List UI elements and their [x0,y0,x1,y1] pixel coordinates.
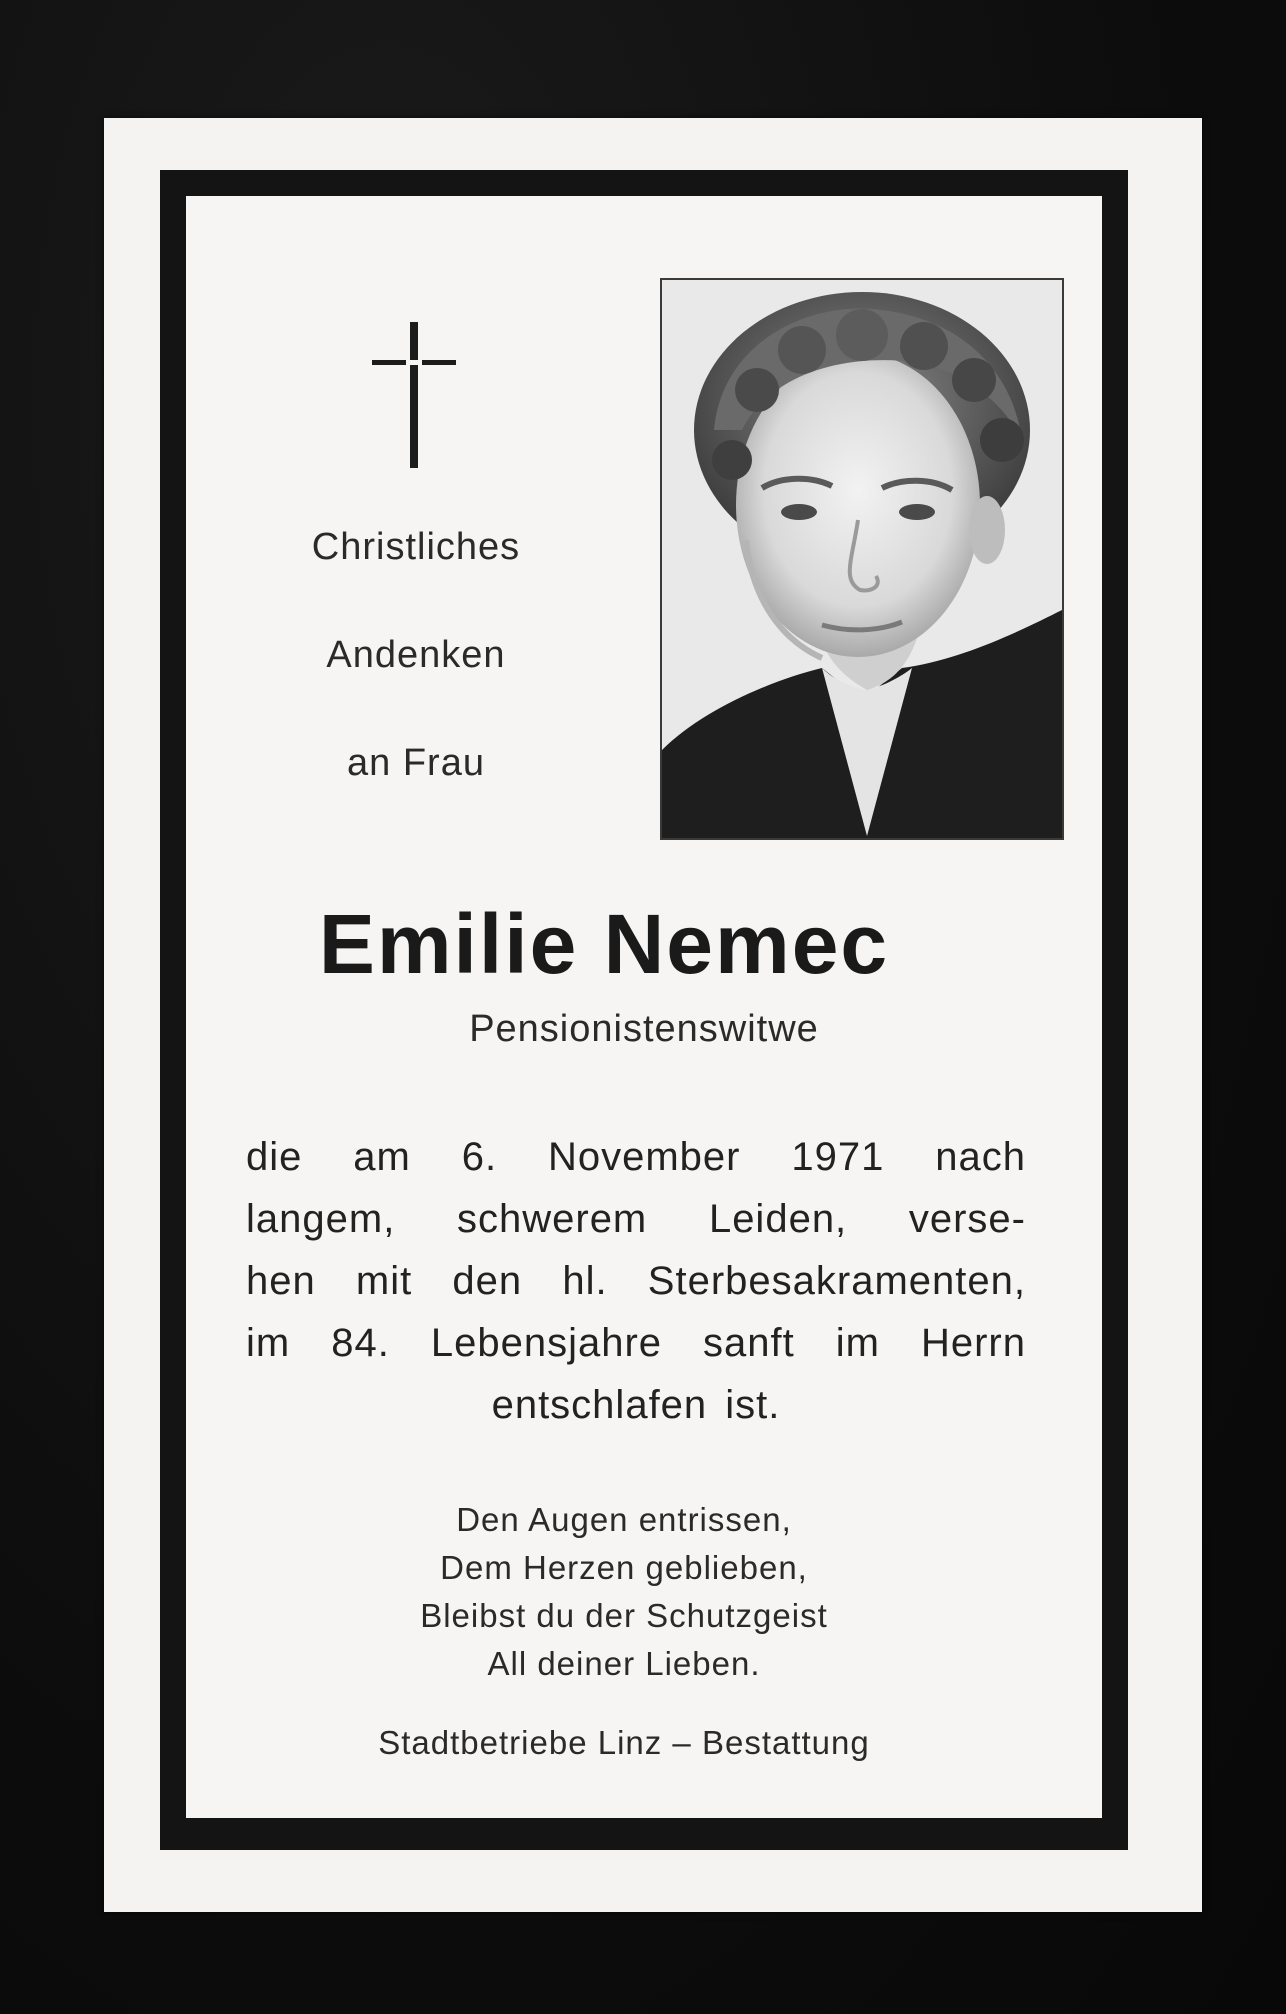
obituary-line: entschlafen ist. [491,1383,781,1427]
portrait-photo [660,278,1064,840]
obituary-line: langem, schwerem Leiden, verse- [246,1197,1026,1241]
memorial-card [104,118,1202,1912]
card-inner-panel [186,196,1102,1818]
obituary-line: die am 6. November 1971 nach [246,1135,1026,1179]
obituary-line: im 84. Lebensjahre sanft im Herrn [246,1321,1026,1365]
intro-line-3: an Frau [347,742,485,784]
memorial-poem [166,1496,1082,1688]
deceased-title: Pensionistenswitwe [469,1008,819,1050]
intro-line-2: Andenken [326,634,506,676]
obituary-text [246,1126,1026,1436]
cross-icon [372,322,456,468]
intro-line-1: Christliches [311,526,521,568]
obituary-line: hen mit den hl. Sterbesakramenten, [246,1259,1026,1303]
funeral-home-footer: Stadtbetriebe Linz – Bestattung [378,1724,870,1761]
poem-line: Den Augen entrissen, [456,1501,792,1538]
deceased-name: Emilie Nemec [318,897,890,991]
poem-line: Dem Herzen geblieben, [440,1549,808,1586]
poem-line: All deiner Lieben. [487,1645,761,1682]
poem-line: Bleibst du der Schutzgeist [420,1597,828,1634]
mourning-border [160,170,1128,1850]
